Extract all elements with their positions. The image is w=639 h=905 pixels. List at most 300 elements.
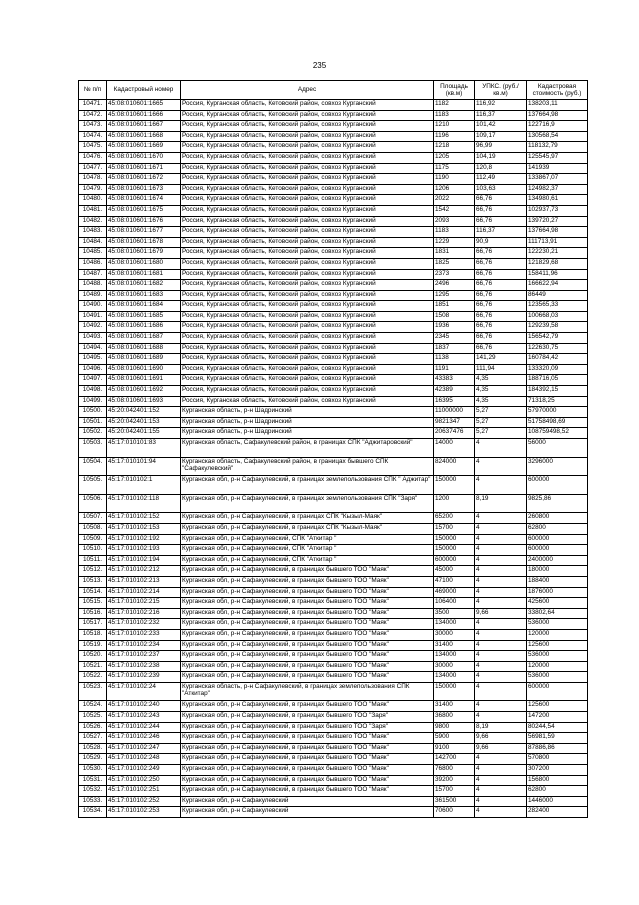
area: 134000 xyxy=(434,651,475,662)
cadastral-number: 45:17:010102:246 xyxy=(107,733,181,744)
area: 15700 xyxy=(434,786,475,797)
table-row xyxy=(79,796,588,807)
row-number: 10512. xyxy=(79,566,107,577)
cadastral-number: 45:20:042401:155 xyxy=(107,428,181,439)
address: Курганская обл, р-н Сафакулевский, в границах бывшего ТОО "Маяк" xyxy=(181,619,434,630)
row-number: 10488. xyxy=(79,280,107,291)
upks: 111,94 xyxy=(475,364,527,375)
table-row xyxy=(79,311,588,322)
row-number: 10493. xyxy=(79,333,107,344)
address: Россия, Курганская область, Кетовский район, совхоз Курганский xyxy=(181,227,434,238)
cadastral-number: 45:17:010102:1 xyxy=(107,476,181,495)
cadastral-cost: 3296000 xyxy=(527,457,588,476)
upks: 5,27 xyxy=(475,417,527,428)
table-row xyxy=(79,280,588,291)
cadastral-cost: 536000 xyxy=(527,651,588,662)
cadastral-number: 45:08:010601:1671 xyxy=(107,163,181,174)
cadastral-cost: 139720,27 xyxy=(527,216,588,227)
cadastral-cost: 125600 xyxy=(527,640,588,651)
cadastral-cost: 87886,86 xyxy=(527,743,588,754)
upks: 4 xyxy=(475,701,527,712)
table-body xyxy=(79,100,588,818)
cadastral-number: 45:17:010102:212 xyxy=(107,566,181,577)
address: Россия, Курганская область, Кетовский район, совхоз Курганский xyxy=(181,142,434,153)
area: 14000 xyxy=(434,439,475,458)
cadastral-number: 45:17:010102:192 xyxy=(107,534,181,545)
area: 1508 xyxy=(434,311,475,322)
header-address: Адрес xyxy=(181,81,434,100)
address: Россия, Курганская область, Кетовский район, совхоз Курганский xyxy=(181,121,434,132)
table-row xyxy=(79,701,588,712)
table-row xyxy=(79,333,588,344)
area: 824000 xyxy=(434,457,475,476)
upks: 66,76 xyxy=(475,195,527,206)
address: Курганская обл, р-н Сафакулевский, СПК "Аткитар " xyxy=(181,555,434,566)
row-number: 10484. xyxy=(79,237,107,248)
area: 1851 xyxy=(434,301,475,312)
upks: 4 xyxy=(475,598,527,609)
cadastral-number: 45:17:010102:216 xyxy=(107,608,181,619)
table-row xyxy=(79,608,588,619)
address: Россия, Курганская область, Кетовский район, совхоз Курганский xyxy=(181,248,434,259)
cadastral-cost: 62800 xyxy=(527,786,588,797)
table-row xyxy=(79,428,588,439)
area: 1831 xyxy=(434,248,475,259)
row-number: 10498. xyxy=(79,386,107,397)
cadastral-cost: 133867,07 xyxy=(527,174,588,185)
row-number: 10524. xyxy=(79,701,107,712)
row-number: 10477. xyxy=(79,163,107,174)
upks: 4 xyxy=(475,534,527,545)
cadastral-number: 45:08:010601:1693 xyxy=(107,396,181,407)
cadastral-number: 45:17:010102:240 xyxy=(107,701,181,712)
row-number: 10501. xyxy=(79,417,107,428)
address: Россия, Курганская область, Кетовский район, совхоз Курганский xyxy=(181,386,434,397)
area: 1200 xyxy=(434,494,475,513)
area: 2022 xyxy=(434,195,475,206)
address: Россия, Курганская область, Кетовский район, совхоз Курганский xyxy=(181,174,434,185)
upks: 4 xyxy=(475,629,527,640)
upks: 66,76 xyxy=(475,333,527,344)
address: Россия, Курганская область, Кетовский район, совхоз Курганский xyxy=(181,311,434,322)
address: Россия, Курганская область, Кетовский район, совхоз Курганский xyxy=(181,396,434,407)
cadastral-number: 45:17:010102:118 xyxy=(107,494,181,513)
cadastral-number: 45:17:010102:253 xyxy=(107,807,181,818)
table-header-row xyxy=(79,81,588,100)
cadastral-cost: 125600 xyxy=(527,701,588,712)
address: Россия, Курганская область, Кетовский район, совхоз Курганский xyxy=(181,163,434,174)
cadastral-cost: 600000 xyxy=(527,545,588,556)
upks: 90,9 xyxy=(475,237,527,248)
cadastral-number: 45:08:010601:1689 xyxy=(107,354,181,365)
upks: 4 xyxy=(475,712,527,723)
address: Россия, Курганская область, Кетовский район, совхоз Курганский xyxy=(181,110,434,121)
area: 11000000 xyxy=(434,407,475,418)
table-row xyxy=(79,216,588,227)
upks: 4 xyxy=(475,796,527,807)
address: Курганская обл, р-н Сафакулевский, в границах бывшего ТОО "Маяк" xyxy=(181,661,434,672)
address: Россия, Курганская область, Кетовский район, совхоз Курганский xyxy=(181,280,434,291)
row-number: 10475. xyxy=(79,142,107,153)
row-number: 10519. xyxy=(79,640,107,651)
area: 1183 xyxy=(434,227,475,238)
area: 1837 xyxy=(434,343,475,354)
upks: 101,42 xyxy=(475,121,527,132)
upks: 4 xyxy=(475,439,527,458)
row-number: 10471. xyxy=(79,100,107,111)
table-row xyxy=(79,227,588,238)
header-area: Площадь (кв.м) xyxy=(434,81,475,100)
cadastral-cost: 307200 xyxy=(527,765,588,776)
address: Россия, Курганская область, Кетовский район, совхоз Курганский xyxy=(181,100,434,111)
table-row xyxy=(79,269,588,280)
row-number: 10520. xyxy=(79,651,107,662)
cadastral-cost: 600000 xyxy=(527,476,588,495)
area: 1542 xyxy=(434,205,475,216)
row-number: 10503. xyxy=(79,439,107,458)
table-row xyxy=(79,765,588,776)
table-row xyxy=(79,566,588,577)
area: 1190 xyxy=(434,174,475,185)
cadastral-cost: 600000 xyxy=(527,534,588,545)
address: Россия, Курганская область, Кетовский район, совхоз Курганский xyxy=(181,216,434,227)
upks: 4 xyxy=(475,619,527,630)
row-number: 10532. xyxy=(79,786,107,797)
row-number: 10491. xyxy=(79,311,107,322)
upks: 5,27 xyxy=(475,428,527,439)
upks: 103,63 xyxy=(475,184,527,195)
upks: 4 xyxy=(475,457,527,476)
address: Курганская обл, р-н Сафакулевский, в границах бывшего ТОО "Маяк" xyxy=(181,765,434,776)
cadastral-number: 45:17:010102:239 xyxy=(107,672,181,683)
row-number: 10495. xyxy=(79,354,107,365)
table-row xyxy=(79,733,588,744)
table-row xyxy=(79,258,588,269)
cadastral-cost: 570800 xyxy=(527,754,588,765)
row-number: 10476. xyxy=(79,152,107,163)
cadastral-cost: 102937,73 xyxy=(527,205,588,216)
cadastral-cost: 56981,59 xyxy=(527,733,588,744)
area: 1175 xyxy=(434,163,475,174)
table-row xyxy=(79,121,588,132)
cadastral-cost: 111713,91 xyxy=(527,237,588,248)
area: 36800 xyxy=(434,712,475,723)
table-row xyxy=(79,712,588,723)
row-number: 10490. xyxy=(79,301,107,312)
cadastral-cost: 1876000 xyxy=(527,587,588,598)
upks: 141,29 xyxy=(475,354,527,365)
cadastral-cost: 1446000 xyxy=(527,796,588,807)
cadastral-number: 45:08:010601:1666 xyxy=(107,110,181,121)
row-number: 10483. xyxy=(79,227,107,238)
cadastral-cost: 536000 xyxy=(527,619,588,630)
table-row xyxy=(79,290,588,301)
address: Россия, Курганская область, Кетовский район, совхоз Курганский xyxy=(181,354,434,365)
cadastral-number: 45:08:010601:1675 xyxy=(107,205,181,216)
area: 42389 xyxy=(434,386,475,397)
upks: 120,8 xyxy=(475,163,527,174)
address: Курганская область, р-н Шадринский xyxy=(181,417,434,428)
table-row xyxy=(79,555,588,566)
upks: 9,66 xyxy=(475,743,527,754)
cadastral-number: 45:08:010601:1667 xyxy=(107,121,181,132)
row-number: 10531. xyxy=(79,775,107,786)
upks: 116,92 xyxy=(475,100,527,111)
area: 1295 xyxy=(434,290,475,301)
cadastral-cost: 166622,94 xyxy=(527,280,588,291)
cadastral-number: 45:08:010601:1686 xyxy=(107,322,181,333)
address: Курганская обл, р-н Сафакулевский, в границах бывшего ТОО "Маяк" xyxy=(181,743,434,754)
row-number: 10502. xyxy=(79,428,107,439)
cadastral-number: 45:08:010601:1674 xyxy=(107,195,181,206)
address: Россия, Курганская область, Кетовский район, совхоз Курганский xyxy=(181,195,434,206)
cadastral-cost: 137664,98 xyxy=(527,110,588,121)
area: 150000 xyxy=(434,545,475,556)
row-number: 10517. xyxy=(79,619,107,630)
upks: 4,35 xyxy=(475,375,527,386)
row-number: 10514. xyxy=(79,587,107,598)
address: Россия, Курганская область, Кетовский район, совхоз Курганский xyxy=(181,131,434,142)
cadastral-cost: 133320,09 xyxy=(527,364,588,375)
row-number: 10479. xyxy=(79,184,107,195)
address: Курганская обл, р-н Сафакулевский, в границах СПК "Кызыл-Маяк" xyxy=(181,513,434,524)
cadastral-cost: 71318,25 xyxy=(527,396,588,407)
upks: 4 xyxy=(475,775,527,786)
row-number: 10530. xyxy=(79,765,107,776)
cadastral-number: 45:08:010601:1692 xyxy=(107,386,181,397)
cadastral-cost: 121829,68 xyxy=(527,258,588,269)
upks: 4 xyxy=(475,786,527,797)
address: Курганская обл, р-н Сафакулевский, в границах бывшего ТОО "Заря" xyxy=(181,712,434,723)
area: 1138 xyxy=(434,354,475,365)
address: Курганская обл, р-н Сафакулевский, в границах бывшего ТОО "Маяк" xyxy=(181,608,434,619)
cadastral-number: 45:17:010102:194 xyxy=(107,555,181,566)
cadastral-number: 45:17:010102:247 xyxy=(107,743,181,754)
table-row xyxy=(79,619,588,630)
table-row xyxy=(79,457,588,476)
address: Курганская обл, р-н Сафакулевский, в границах бывшего ТОО "Маяк" xyxy=(181,629,434,640)
cadastral-number: 45:17:010101:94 xyxy=(107,457,181,476)
cadastral-cost: 120000 xyxy=(527,661,588,672)
row-number: 10516. xyxy=(79,608,107,619)
cadastral-number: 45:17:010102:193 xyxy=(107,545,181,556)
table-row xyxy=(79,142,588,153)
header-num: № п/п xyxy=(79,81,107,100)
area: 16395 xyxy=(434,396,475,407)
table-row xyxy=(79,545,588,556)
row-number: 10499. xyxy=(79,396,107,407)
area: 76800 xyxy=(434,765,475,776)
address: Курганская область, р-н Шадринский xyxy=(181,407,434,418)
address: Россия, Курганская область, Кетовский район, совхоз Курганский xyxy=(181,237,434,248)
area: 31400 xyxy=(434,640,475,651)
address: Курганская обл, р-н Сафакулевский, в границах бывшего ТОО "Маяк" xyxy=(181,640,434,651)
upks: 66,76 xyxy=(475,280,527,291)
cadastral-cost: 129239,58 xyxy=(527,322,588,333)
address: Курганская обл, р-н Сафакулевский, в границах бывшего ТОО "Маяк" xyxy=(181,754,434,765)
area: 30000 xyxy=(434,661,475,672)
cadastral-number: 45:17:010102:232 xyxy=(107,619,181,630)
address: Курганская обл, р-н Сафакулевский, в границах землепользования СПК " Аджитар" xyxy=(181,476,434,495)
area: 31400 xyxy=(434,701,475,712)
upks: 4,35 xyxy=(475,396,527,407)
cadastral-number: 45:17:010102:215 xyxy=(107,598,181,609)
area: 1191 xyxy=(434,364,475,375)
cadastral-cost: 123565,33 xyxy=(527,301,588,312)
area: 1183 xyxy=(434,110,475,121)
cadastral-cost: 122716,9 xyxy=(527,121,588,132)
cadastral-number: 45:17:010102:244 xyxy=(107,722,181,733)
row-number: 10500. xyxy=(79,407,107,418)
cadastral-cost: 122630,75 xyxy=(527,343,588,354)
address: Курганская обл, р-н Сафакулевский, в границах бывшего ТОО "Маяк" xyxy=(181,701,434,712)
header-upks: УПКС. (руб./кв.м) xyxy=(475,81,527,100)
area: 1936 xyxy=(434,322,475,333)
table-row xyxy=(79,775,588,786)
upks: 4 xyxy=(475,545,527,556)
upks: 66,76 xyxy=(475,216,527,227)
area: 361500 xyxy=(434,796,475,807)
cadastral-number: 45:17:010102:152 xyxy=(107,513,181,524)
table-row xyxy=(79,301,588,312)
table-row xyxy=(79,248,588,259)
address: Курганская обл, р-н Сафакулевский xyxy=(181,796,434,807)
area: 1825 xyxy=(434,258,475,269)
address: Россия, Курганская область, Кетовский район, совхоз Курганский xyxy=(181,205,434,216)
upks: 8,19 xyxy=(475,494,527,513)
table-row xyxy=(79,743,588,754)
table-row xyxy=(79,152,588,163)
cadastral-cost: 137664,98 xyxy=(527,227,588,238)
cadastral-number: 45:08:010601:1682 xyxy=(107,280,181,291)
row-number: 10489. xyxy=(79,290,107,301)
table-row xyxy=(79,131,588,142)
address: Курганская обл, р-н Сафакулевский, в границах бывшего ТОО "Заря" xyxy=(181,722,434,733)
upks: 66,76 xyxy=(475,343,527,354)
address: Курганская обл, р-н Сафакулевский, в границах бывшего ТОО "Маяк" xyxy=(181,672,434,683)
upks: 5,27 xyxy=(475,407,527,418)
address: Курганская обл, р-н Сафакулевский, в границах бывшего ТОО "Маяк" xyxy=(181,598,434,609)
upks: 109,17 xyxy=(475,131,527,142)
address: Курганская обл, р-н Сафакулевский, в границах бывшего ТОО "Маяк" xyxy=(181,651,434,662)
cadastral-cost: 260800 xyxy=(527,513,588,524)
upks: 4 xyxy=(475,476,527,495)
upks: 66,76 xyxy=(475,205,527,216)
row-number: 10518. xyxy=(79,629,107,640)
address: Курганская область, р-н Шадринский xyxy=(181,428,434,439)
table-row xyxy=(79,110,588,121)
cadastral-cost: 600000 xyxy=(527,682,588,701)
table-row xyxy=(79,100,588,111)
upks: 66,76 xyxy=(475,269,527,280)
address: Курганская область, Сафакулевский район, в границах бывшего СПК "Сафакулевский" xyxy=(181,457,434,476)
table-row xyxy=(79,523,588,534)
table-row xyxy=(79,576,588,587)
row-number: 10478. xyxy=(79,174,107,185)
upks: 4 xyxy=(475,672,527,683)
row-number: 10494. xyxy=(79,343,107,354)
address: Курганская область, Сафакулевский район, в границах СПК "Аджитаровский" xyxy=(181,439,434,458)
row-number: 10496. xyxy=(79,364,107,375)
cadastral-number: 45:08:010601:1668 xyxy=(107,131,181,142)
area: 45000 xyxy=(434,566,475,577)
cadastral-number: 45:17:010102:243 xyxy=(107,712,181,723)
cadastral-number: 45:08:010601:1683 xyxy=(107,290,181,301)
upks: 4 xyxy=(475,765,527,776)
table-row xyxy=(79,476,588,495)
area: 30000 xyxy=(434,629,475,640)
cadastral-number: 45:08:010601:1669 xyxy=(107,142,181,153)
row-number: 10480. xyxy=(79,195,107,206)
upks: 9,66 xyxy=(475,608,527,619)
cadastral-cost: 125545,97 xyxy=(527,152,588,163)
cadastral-number: 45:17:010102:252 xyxy=(107,796,181,807)
upks: 4 xyxy=(475,587,527,598)
header-cadastral-cost: Кадастровая стоимость (руб.) xyxy=(527,81,588,100)
address: Курганская обл, р-н Сафакулевский, в границах бывшего ТОО "Маяк" xyxy=(181,587,434,598)
area: 15700 xyxy=(434,523,475,534)
row-number: 10506. xyxy=(79,494,107,513)
cadastral-number: 45:17:010102:251 xyxy=(107,786,181,797)
cadastral-cost: 124982,37 xyxy=(527,184,588,195)
address: Курганская обл, р-н Сафакулевский, в границах СПК "Кызыл-Маяк" xyxy=(181,523,434,534)
area: 43383 xyxy=(434,375,475,386)
address: Курганская обл, р-н Сафакулевский, СПК "Аткитар " xyxy=(181,545,434,556)
cadastral-number: 45:08:010601:1691 xyxy=(107,375,181,386)
area: 1206 xyxy=(434,184,475,195)
cadastral-cost: 188716,05 xyxy=(527,375,588,386)
address: Курганская обл, р-н Сафакулевский xyxy=(181,807,434,818)
area: 1210 xyxy=(434,121,475,132)
area: 150000 xyxy=(434,534,475,545)
cadastral-cost: 51758498,69 xyxy=(527,417,588,428)
table-row xyxy=(79,364,588,375)
table-row xyxy=(79,375,588,386)
address: Россия, Курганская область, Кетовский район, совхоз Курганский xyxy=(181,269,434,280)
address: Россия, Курганская область, Кетовский район, совхоз Курганский xyxy=(181,301,434,312)
area: 134000 xyxy=(434,619,475,630)
cadastral-cost: 282400 xyxy=(527,807,588,818)
area: 1196 xyxy=(434,131,475,142)
row-number: 10485. xyxy=(79,248,107,259)
cadastral-cost: 536000 xyxy=(527,672,588,683)
table-row xyxy=(79,163,588,174)
area: 2373 xyxy=(434,269,475,280)
address: Россия, Курганская область, Кетовский район, совхоз Курганский xyxy=(181,333,434,344)
address: Россия, Курганская область, Кетовский район, совхоз Курганский xyxy=(181,184,434,195)
row-number: 10521. xyxy=(79,661,107,672)
cadastral-number: 45:17:010102:237 xyxy=(107,651,181,662)
cadastral-cost: 138203,11 xyxy=(527,100,588,111)
address: Курганская обл, р-н Сафакулевский, в границах бывшего ТОО "Маяк" xyxy=(181,566,434,577)
table-row xyxy=(79,651,588,662)
cadastral-number: 45:08:010601:1680 xyxy=(107,258,181,269)
area: 2345 xyxy=(434,333,475,344)
upks: 116,37 xyxy=(475,227,527,238)
area: 1229 xyxy=(434,237,475,248)
area: 9100 xyxy=(434,743,475,754)
cadastral-cost: 86449 xyxy=(527,290,588,301)
cadastral-number: 45:17:010102:213 xyxy=(107,576,181,587)
cadastral-number: 45:17:010102:24 xyxy=(107,682,181,701)
cadastral-number: 45:08:010601:1677 xyxy=(107,227,181,238)
table-row xyxy=(79,513,588,524)
address: Россия, Курганская область, Кетовский район, совхоз Курганский xyxy=(181,258,434,269)
area: 1218 xyxy=(434,142,475,153)
upks: 4 xyxy=(475,754,527,765)
cadastral-number: 45:17:010102:248 xyxy=(107,754,181,765)
table-row xyxy=(79,407,588,418)
